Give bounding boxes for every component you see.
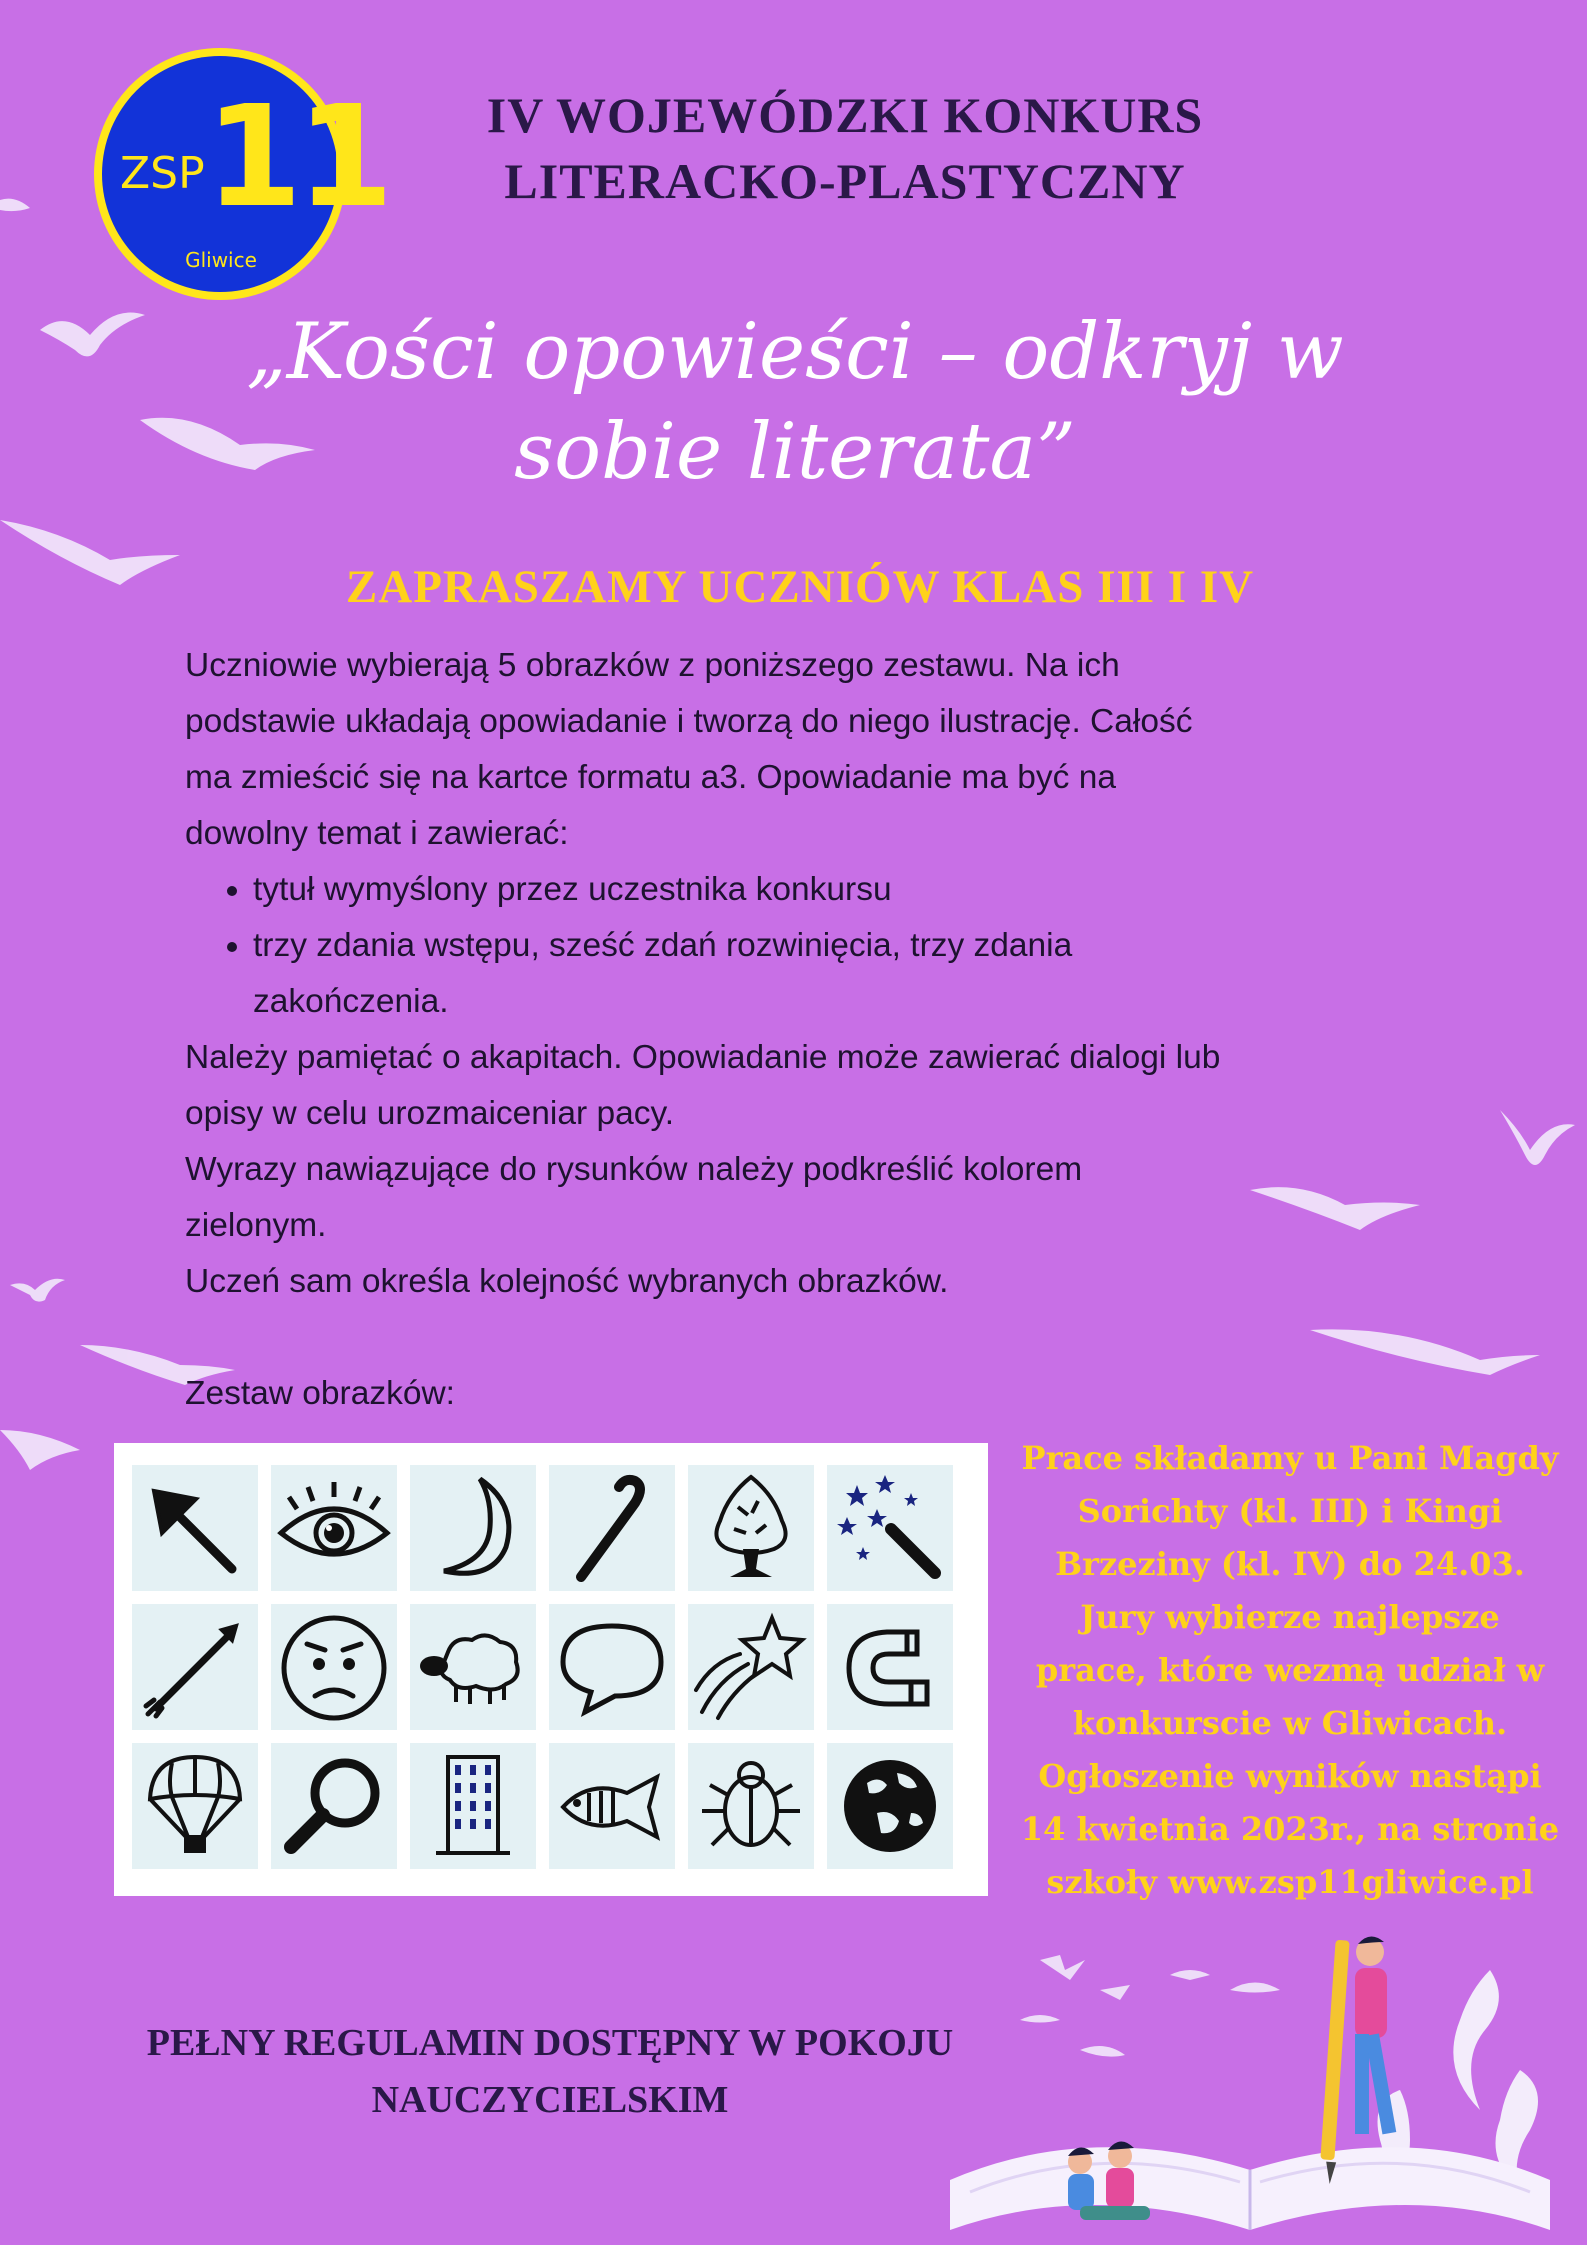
scarab-icon xyxy=(688,1743,814,1869)
reading-illustration xyxy=(930,1930,1570,2245)
picture-set-grid xyxy=(114,1443,988,1896)
info-line: Prace składamy u Pani Magdy xyxy=(1021,1439,1559,1477)
rules-blank xyxy=(185,1310,1415,1366)
regulations-note-line2: NAUCZYCIELSKIM xyxy=(371,2079,729,2121)
logo-number: 11 xyxy=(205,76,388,239)
globe-icon xyxy=(827,1743,953,1869)
info-line: szkoły www.zsp11gliwice.pl xyxy=(1046,1863,1534,1901)
contest-title-line2: LITERACKO-PLASTYCZNY xyxy=(504,153,1186,209)
open-book xyxy=(950,2147,1550,2230)
regulations-note-line1: PEŁNY REGULAMIN DOSTĘPNY W POKOJU xyxy=(146,2022,954,2064)
rules-description xyxy=(185,638,1415,1422)
worried-face-icon xyxy=(271,1604,397,1730)
magic-wand-icon xyxy=(827,1465,953,1591)
fish-icon xyxy=(549,1743,675,1869)
cane-icon xyxy=(549,1465,675,1591)
info-line: Ogłoszenie wyników nastąpi xyxy=(1038,1757,1542,1795)
eye-icon xyxy=(271,1465,397,1591)
picture-set-label: Zestaw obrazków: xyxy=(185,1375,455,1412)
skyscraper-icon xyxy=(410,1743,536,1869)
bow-arrow-icon xyxy=(132,1604,258,1730)
rules-line: Należy pamiętać o akapitach. Opowiadanie może zawierać dialogi lub xyxy=(185,1039,1221,1076)
contest-subtitle xyxy=(170,302,1420,502)
contest-subtitle-line2: sobie literata” xyxy=(514,407,1076,497)
logo-prefix: ZSP xyxy=(120,148,205,199)
arrow-icon xyxy=(132,1465,258,1591)
rules-line: podstawie układają opowiadanie i tworzą do niego ilustrację. Całość xyxy=(185,703,1193,740)
requirements-list xyxy=(185,862,1415,1030)
invitation-heading: ZAPRASZAMY UCZNIÓW KLAS III I IV xyxy=(345,561,1255,613)
submission-info xyxy=(1020,1432,1560,1909)
shooting-star-icon xyxy=(688,1604,814,1730)
tree-icon xyxy=(688,1465,814,1591)
rules-line: ma zmieścić się na kartce formatu a3. Opowiadanie ma być na xyxy=(185,759,1116,796)
contest-title-line1: IV WOJEWÓDZKI KONKURS xyxy=(486,87,1204,143)
info-line: konkurscie w Gliwicach. xyxy=(1072,1704,1508,1742)
logo-city: Gliwice xyxy=(185,248,257,272)
info-line: Jury wybierze najlepsze xyxy=(1080,1598,1500,1636)
rules-line: Uczeń sam określa kolejność wybranych obrazków. xyxy=(185,1263,949,1300)
info-line: Sorichty (kl. III) i Kingi xyxy=(1077,1492,1503,1530)
info-line: Brzeziny (kl. IV) do 24.03. xyxy=(1055,1545,1525,1583)
info-line: 14 kwietnia 2023r., na stronie xyxy=(1020,1810,1560,1848)
requirement-item: • tytuł wymyślony przez uczestnika konkursu xyxy=(253,862,1415,918)
sheep-icon xyxy=(410,1604,536,1730)
rules-line: opisy w celu urozmaiceniar pacy. xyxy=(185,1095,675,1132)
requirement-item: • trzy zdania wstępu, sześć zdań rozwinięcia, trzy zdania zakończenia. xyxy=(253,918,1253,1030)
parachute-icon xyxy=(132,1743,258,1869)
speech-bubble-icon xyxy=(549,1604,675,1730)
rules-line: Uczniowie wybierają 5 obrazków z poniższego zestawu. Na ich xyxy=(185,647,1120,684)
contest-title xyxy=(300,82,1390,214)
info-line: prace, które wezmą udział w xyxy=(1035,1651,1545,1689)
rules-line: zielonym. xyxy=(185,1207,327,1244)
rules-line: dowolny temat i zawierać: xyxy=(185,815,569,852)
magnifier-icon xyxy=(271,1743,397,1869)
magnet-icon xyxy=(827,1604,953,1730)
contest-subtitle-line1: „Kości opowieści – odkryj w xyxy=(246,307,1344,397)
moon-icon xyxy=(410,1465,536,1591)
rules-line: Wyrazy nawiązujące do rysunków należy podkreślić kolorem xyxy=(185,1151,1083,1188)
regulations-note xyxy=(110,2015,990,2129)
